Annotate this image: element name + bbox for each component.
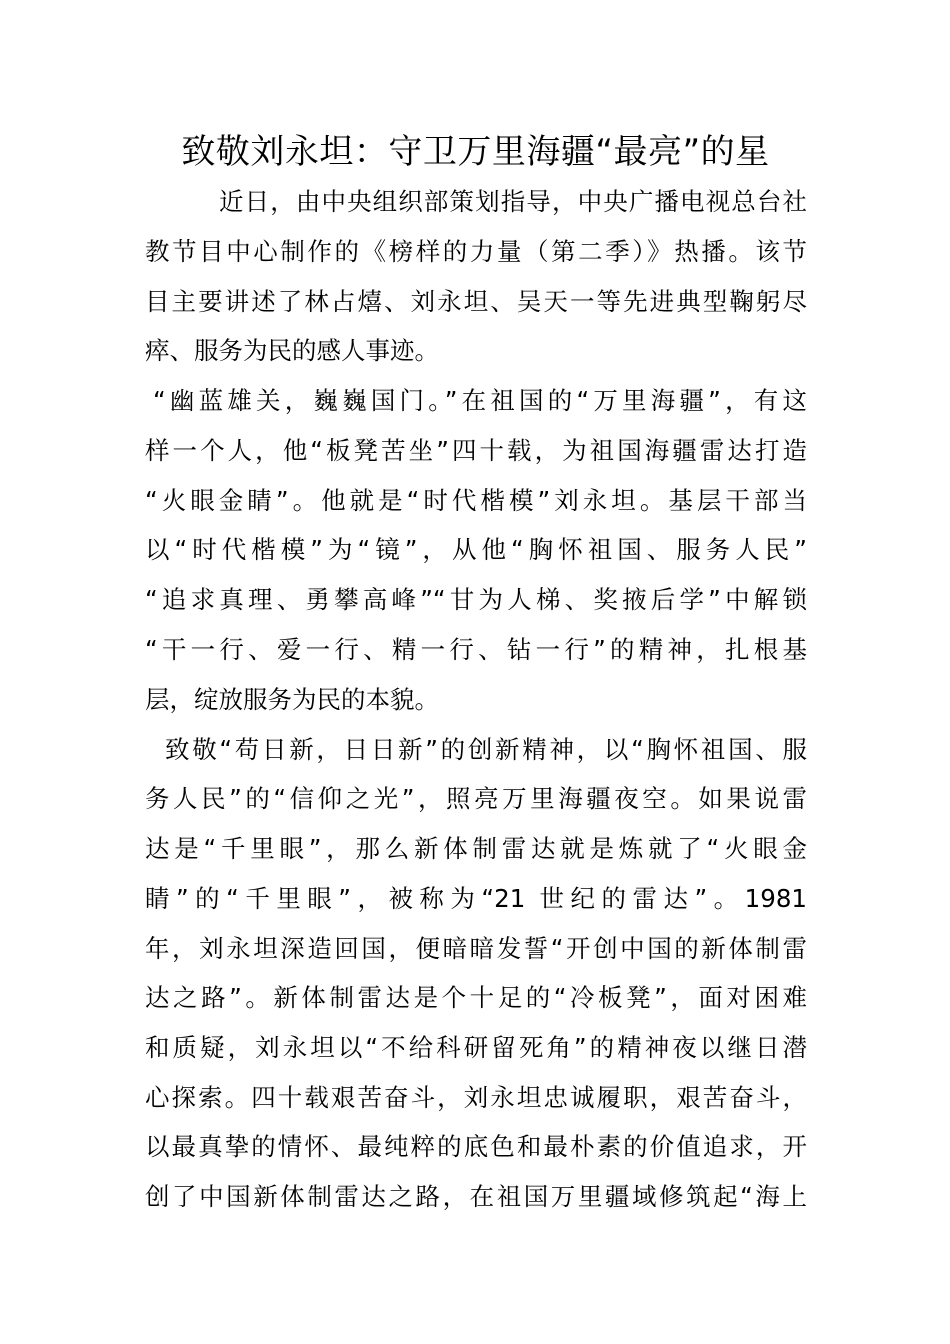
paragraph-line: 目主要讲述了林占熺、刘永坦、吴天一等先进典型鞠躬尽 (145, 287, 807, 316)
paragraph-line: 层，绽放服务为民的本貌。 (145, 685, 439, 714)
paragraph-line: 致敬“苟日新，日日新”的创新精神，以“胸怀祖国、服 (165, 735, 807, 764)
paragraph-line: 近日，由中央组织部策划指导，中央广播电视总台社 (219, 187, 807, 216)
paragraph-line: 务人民”的“信仰之光”，照亮万里海疆夜空。如果说雷 (145, 784, 807, 813)
paragraph-line: 以最真挚的情怀、最纯粹的底色和最朴素的价值追求，开 (145, 1132, 807, 1161)
paragraph-line: “追求真理、勇攀高峰”“甘为人梯、奖掖后学”中解锁 (145, 585, 807, 614)
paragraph-line: 和质疑，刘永坦以“不给科研留死角”的精神夜以继日潜 (145, 1033, 807, 1062)
paragraph-line: 达是“千里眼”，那么新体制雷达就是炼就了“火眼金 (145, 834, 807, 863)
paragraph-line: 睛”的“千里眼”，被称为“21 世纪的雷达”。1981 (145, 884, 807, 913)
paragraph-line: “火眼金睛”。他就是“时代楷模”刘永坦。基层干部当 (145, 486, 807, 515)
paragraph-line: 创了中国新体制雷达之路，在祖国万里疆域修筑起“海上 (145, 1182, 807, 1211)
paragraph-line: 心探索。四十载艰苦奋斗，刘永坦忠诚履职，艰苦奋斗， (145, 1083, 807, 1112)
paragraph-line: “干一行、爱一行、精一行、钻一行”的精神，扎根基 (145, 635, 807, 664)
paragraph-line: 以“时代楷模”为“镜”，从他“胸怀祖国、服务人民” (145, 535, 807, 564)
paragraph-line: 瘁、服务为民的感人事迹。 (145, 336, 439, 365)
paragraph-line: 教节目中心制作的《榜样的力量（第二季）》热播。该节 (145, 237, 807, 266)
paragraph-line: 达之路”。新体制雷达是个十足的“冷板凳”，面对困难 (145, 983, 807, 1012)
document-title: 致敬刘永坦：守卫万里海疆“最亮”的星 (181, 132, 770, 172)
paragraph-line: “幽蓝雄关，巍巍国门。”在祖国的“万里海疆”，有这 (153, 386, 807, 415)
paragraph-line: 年，刘永坦深造回国，便暗暗发誓“开创中国的新体制雷 (145, 934, 807, 963)
paragraph-line: 样一个人，他“板凳苦坐”四十载，为祖国海疆雷达打造 (145, 436, 807, 465)
